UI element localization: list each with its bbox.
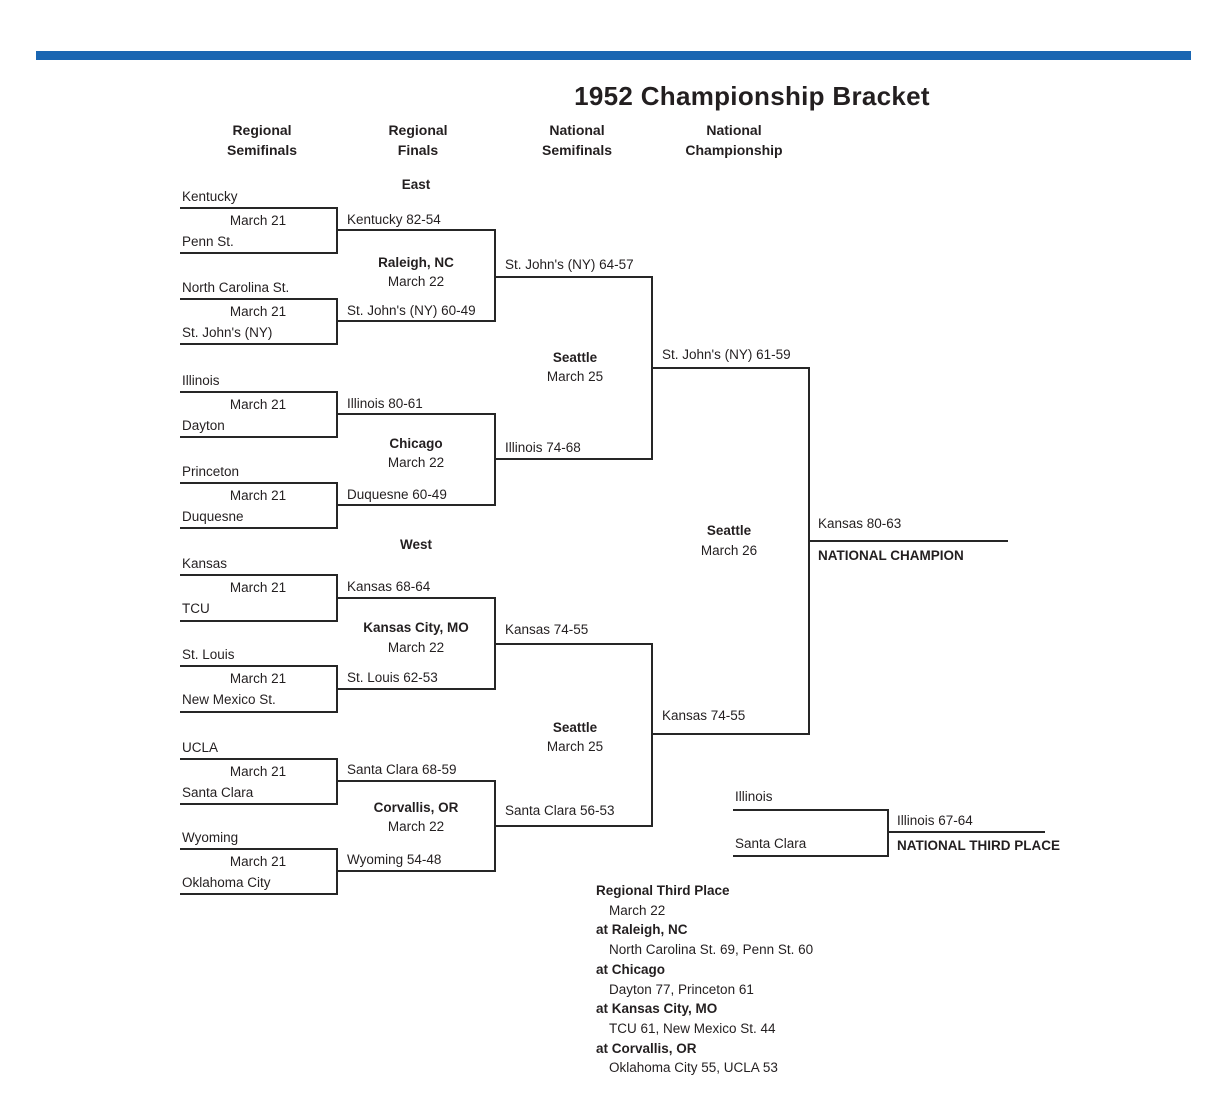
advance-line (494, 643, 653, 645)
site-date: March 22 (387, 819, 445, 834)
column-header-regional-semifinals: Regional Semifinals (226, 122, 298, 158)
winner-score: Illinois 80-61 (347, 396, 423, 411)
match-date: March 21 (229, 671, 287, 686)
match-bottom-line (180, 343, 338, 345)
advance-line (336, 229, 496, 231)
match-bottom-line (180, 436, 338, 438)
game-site: at Chicago (596, 961, 666, 977)
team-name: St. John's (NY) (182, 325, 273, 340)
match-date: March 21 (229, 764, 287, 779)
national-champion-label: NATIONAL CHAMPION (818, 548, 964, 563)
team-name: New Mexico St. (182, 692, 276, 707)
team-name: North Carolina St. (182, 280, 290, 295)
winner-score: Wyoming 54-48 (347, 852, 442, 867)
match-connector (651, 643, 653, 827)
match-top-line (180, 665, 338, 667)
third-place-line (887, 831, 1045, 833)
team-name: Penn St. (182, 234, 234, 249)
site-date: March 22 (387, 274, 445, 289)
winner-score: Illinois 74-68 (505, 440, 581, 455)
match-bottom-line (180, 620, 338, 622)
match-top-line (180, 298, 338, 300)
advance-line (494, 458, 653, 460)
winner-score: St. John's (NY) 64-57 (505, 257, 634, 272)
match-top-line (733, 809, 889, 811)
site-name: Raleigh, NC (378, 255, 454, 270)
team-name: Princeton (182, 464, 240, 479)
advance-line (336, 780, 496, 782)
advance-line (336, 413, 496, 415)
game-site: at Kansas City, MO (596, 1001, 718, 1017)
site-name: Seattle (706, 523, 752, 538)
site-name: Kansas City, MO (363, 620, 469, 635)
team-name: Duquesne (182, 509, 244, 524)
winner-score: Illinois 67-64 (897, 813, 973, 828)
team-name: UCLA (182, 740, 219, 755)
advance-line (336, 320, 496, 322)
team-name: Illinois (735, 789, 773, 804)
advance-line (651, 367, 810, 369)
column-header-national-semifinals: National Semifinals (541, 122, 613, 158)
match-bottom-line (180, 893, 338, 895)
winner-score: St. Louis 62-53 (347, 670, 438, 685)
site-date: March 22 (387, 455, 445, 470)
match-top-line (180, 758, 338, 760)
team-name: Kentucky (182, 189, 238, 204)
match-connector (808, 367, 810, 735)
region-label-east: East (401, 177, 431, 192)
site-date: March 26 (700, 543, 758, 558)
winner-score: Kansas 74-55 (662, 708, 746, 723)
winner-score: Santa Clara 56-53 (505, 803, 615, 818)
match-bottom-line (180, 803, 338, 805)
game-site: at Corvallis, OR (596, 1040, 697, 1056)
match-date: March 21 (229, 397, 287, 412)
team-name: Wyoming (182, 830, 239, 845)
site-name: Seattle (552, 350, 598, 365)
winner-score: Duquesne 60-49 (347, 487, 447, 502)
page-title: 1952 Championship Bracket (574, 81, 930, 111)
winner-score: Kansas 74-55 (505, 622, 589, 637)
accent-bar (36, 51, 1191, 60)
match-date: March 21 (229, 304, 287, 319)
winner-score: Kentucky 82-54 (347, 212, 441, 227)
game-result: TCU 61, New Mexico St. 44 (609, 1020, 776, 1036)
team-name: Illinois (182, 373, 220, 388)
match-top-line (180, 848, 338, 850)
site-name: Chicago (389, 436, 443, 451)
game-site: at Raleigh, NC (596, 922, 688, 938)
match-top-line (180, 574, 338, 576)
advance-line (336, 688, 496, 690)
match-date: March 21 (229, 213, 287, 228)
team-name: Kansas (182, 556, 228, 571)
game-result: Oklahoma City 55, UCLA 53 (609, 1060, 778, 1076)
advance-line (651, 733, 810, 735)
column-header-national-championship: National Championship (685, 122, 783, 158)
match-bottom-line (180, 527, 338, 529)
advance-line (336, 870, 496, 872)
match-bottom-line (733, 855, 889, 857)
region-label-west: West (399, 537, 432, 552)
site-date: March 25 (546, 739, 604, 754)
team-name: Oklahoma City (182, 875, 271, 890)
match-connector (887, 809, 889, 857)
advance-line (336, 597, 496, 599)
advance-line (494, 825, 653, 827)
match-date: March 21 (229, 488, 287, 503)
advance-line (336, 504, 496, 506)
game-result: North Carolina St. 69, Penn St. 60 (609, 942, 814, 958)
site-name: Seattle (552, 720, 598, 735)
national-third-place-label: NATIONAL THIRD PLACE (897, 838, 1060, 853)
champion-line (808, 540, 1008, 542)
site-date: March 22 (387, 640, 445, 655)
game-result: Dayton 77, Princeton 61 (609, 981, 754, 997)
winner-score: St. John's (NY) 61-59 (662, 347, 791, 362)
team-name: TCU (182, 601, 210, 616)
match-top-line (180, 207, 338, 209)
match-date: March 21 (229, 854, 287, 869)
regional-third-place-date: March 22 (609, 902, 666, 918)
match-date: March 21 (229, 580, 287, 595)
winner-score: St. John's (NY) 60-49 (347, 303, 476, 318)
match-top-line (180, 391, 338, 393)
team-name: Santa Clara (735, 836, 807, 851)
site-date: March 25 (546, 369, 604, 384)
match-top-line (180, 482, 338, 484)
winner-score: Kansas 68-64 (347, 579, 431, 594)
regional-third-place-title: Regional Third Place (596, 883, 730, 898)
column-header-regional-finals: Regional Finals (388, 122, 448, 158)
match-bottom-line (180, 252, 338, 254)
advance-line (494, 276, 653, 278)
site-name: Corvallis, OR (373, 800, 459, 815)
team-name: St. Louis (182, 647, 235, 662)
team-name: Dayton (182, 418, 225, 433)
winner-score: Kansas 80-63 (818, 516, 902, 531)
winner-score: Santa Clara 68-59 (347, 762, 457, 777)
team-name: Santa Clara (182, 785, 254, 800)
regional-third-place-block (596, 881, 813, 1078)
match-bottom-line (180, 711, 338, 713)
